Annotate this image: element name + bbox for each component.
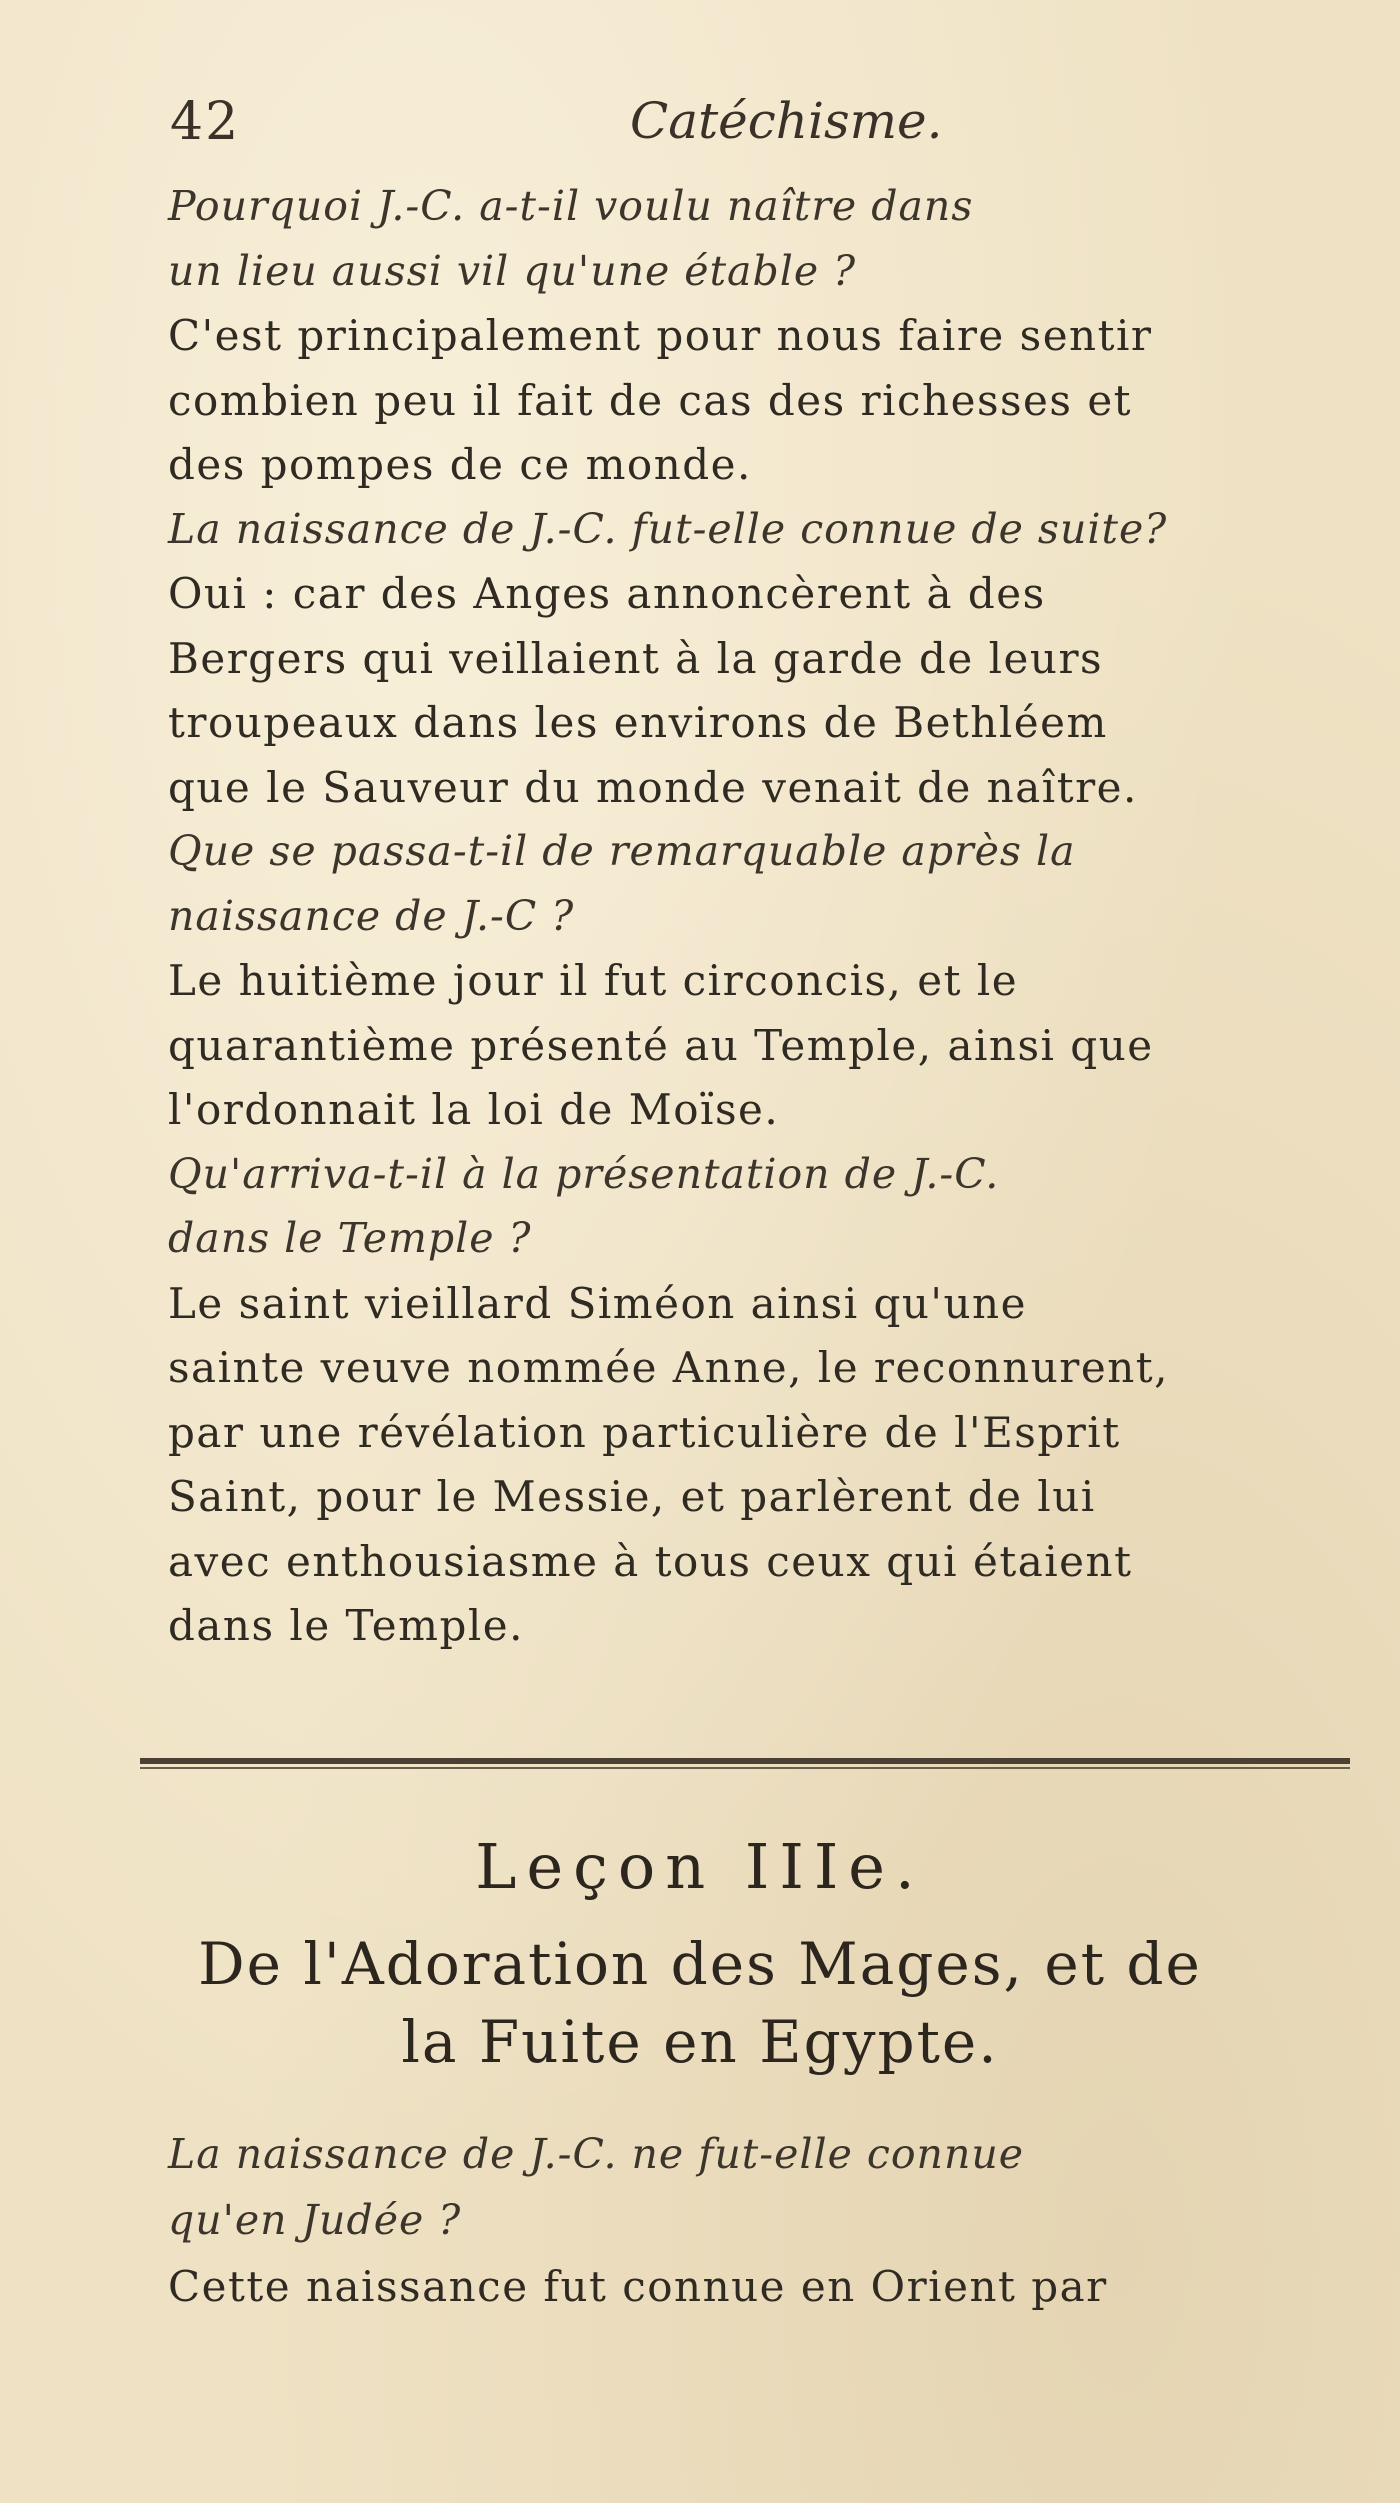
answer-line: sainte veuve nommée Anne, le reconnurent, <box>168 1343 1170 1392</box>
question-line: un lieu aussi vil qu'une étable ? <box>168 246 857 295</box>
running-title: Catéchisme. <box>630 92 943 150</box>
answer-line: que le Sauveur du monde venait de naître. <box>168 762 1138 812</box>
question-line: La naissance de J.-C. fut-elle connue de suite? <box>168 504 1168 553</box>
question-line: La naissance de J.-C. ne fut-elle connue <box>168 2130 1025 2178</box>
answer-line: Cette naissance fut connue en Orient par <box>168 2262 1108 2311</box>
question-line: qu'en Judée ? <box>168 2196 462 2244</box>
answer-line: avec enthousiasme à tous ceux qui étaient <box>168 1536 1133 1586</box>
answer-line: l'ordonnait la loi de Moïse. <box>168 1085 780 1134</box>
answer-line: troupeaux dans les environs de Bethléem <box>168 698 1108 747</box>
question-line: Pourquoi J.-C. a-t-il voulu naître dans <box>168 182 974 230</box>
question-line: Qu'arriva-t-il à la présentation de J.-C. <box>168 1149 1000 1198</box>
page-header <box>170 92 1330 162</box>
section-divider <box>140 1756 1350 1770</box>
answer-line: Le saint vieillard Siméon ainsi qu'une <box>168 1278 1027 1328</box>
answer-line: Le huitième jour il fut circoncis, et le <box>168 956 1019 1005</box>
page-number: 42 <box>170 92 241 152</box>
answer-line: C'est principalement pour nous faire sentir <box>168 311 1153 360</box>
answer-line: Saint, pour le Messie, et parlèrent de lui <box>168 1472 1096 1521</box>
question-line: Que se passa-t-il de remarquable après la <box>168 827 1076 875</box>
answer-line: Oui : car des Anges annoncèrent à des <box>168 569 1046 618</box>
answer-line: par une révélation particulière de l'Esprit <box>168 1407 1121 1457</box>
divider-thick-line <box>140 1758 1350 1764</box>
lesson-title-line-1: De l'Adoration des Mages, et de <box>198 1930 1202 1998</box>
answer-line: combien peu il fait de cas des richesses et <box>168 375 1133 425</box>
question-line: dans le Temple ? <box>168 1214 532 1262</box>
answer-line: dans le Temple. <box>168 1601 524 1650</box>
answer-line: des pompes de ce monde. <box>168 440 752 489</box>
answer-line: quarantième présenté au Temple, ainsi que <box>168 1020 1154 1070</box>
answer-line: Bergers qui veillaient à la garde de leurs <box>168 633 1104 683</box>
lesson-heading: Leçon IIIe. <box>475 1830 925 1903</box>
lesson-title-line-2: la Fuite en Egypte. <box>401 2008 999 2076</box>
question-line: naissance de J.-C ? <box>168 891 575 940</box>
divider-thin-line <box>140 1767 1350 1769</box>
